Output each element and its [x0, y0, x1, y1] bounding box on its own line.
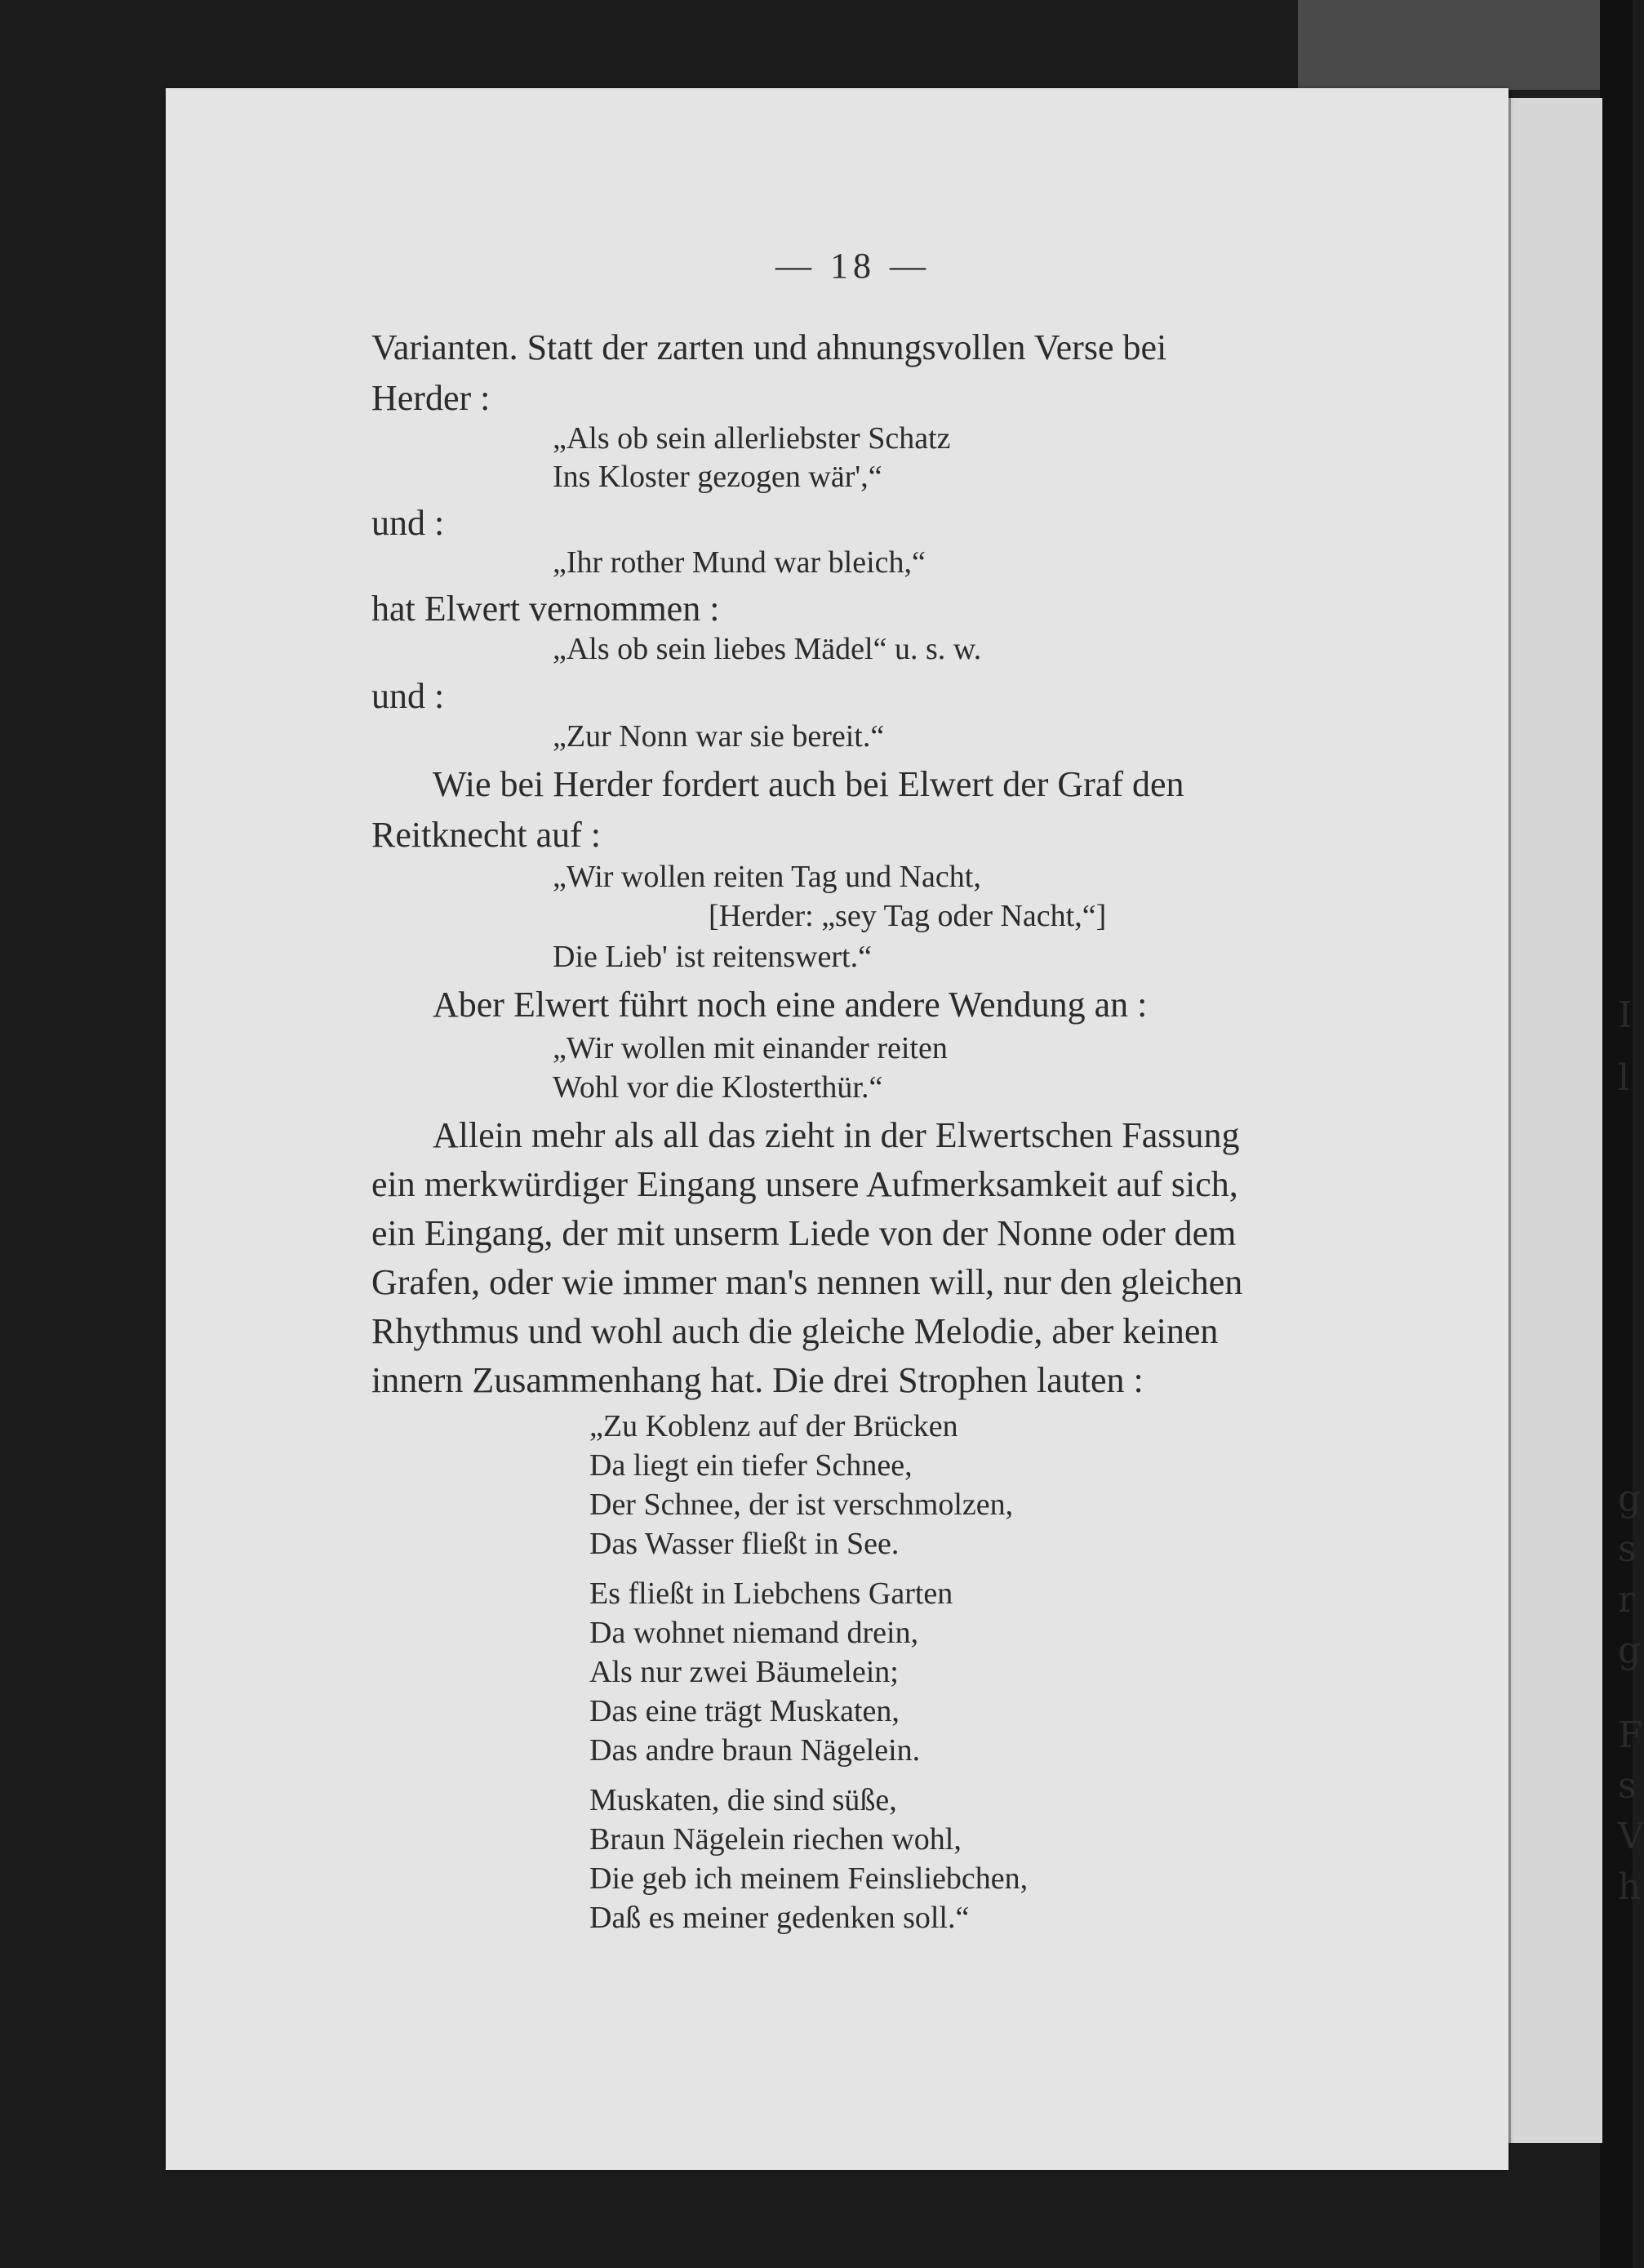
quote-line: Wohl vor die Klosterthür.“ — [553, 1070, 883, 1105]
poem-line: Daß es meiner gedenken soll.“ — [589, 1901, 970, 1935]
adjacent-page-fragment: s — [1618, 1765, 1637, 1807]
adjacent-page-fragment: g — [1618, 1478, 1642, 1519]
adjacent-page-fragment: r — [1618, 1579, 1636, 1621]
page-number: — 18 — — [775, 246, 931, 286]
quote-line: „Als ob sein allerliebster Schatz — [553, 421, 951, 456]
quote-line: „Ihr rother Mund war bleich,“ — [553, 545, 926, 580]
poem-line: Die geb ich meinem Feinsliebchen, — [589, 1861, 1029, 1896]
poem-line: Braun Nägelein riechen wohl, — [589, 1822, 962, 1857]
adjacent-page-fragment: V — [1618, 1816, 1644, 1857]
text-line: ein merkwürdiger Eingang unsere Aufmerksamkeit auf sich, — [371, 1164, 1238, 1204]
text-line: Varianten. Statt der zarten und ahnungsvollen Verse bei — [371, 327, 1167, 367]
quote-line: Ins Kloster gezogen wär',“ — [553, 460, 882, 494]
poem-line: Da wohnet niemand drein, — [589, 1616, 919, 1650]
adjacent-page-fragment: I — [1618, 994, 1633, 1036]
adjacent-page-fragment: l — [1618, 1057, 1630, 1099]
quote-line: Die Lieb' ist reitenswert.“ — [553, 940, 872, 974]
adjacent-page-fragment: F — [1618, 1714, 1643, 1756]
poem-line: Es fließt in Liebchens Garten — [589, 1576, 953, 1611]
text-line: Grafen, oder wie immer man's nennen will, nur den gleichen — [371, 1262, 1243, 1302]
text-line: innern Zusammenhang hat. Die drei Strophen lauten : — [371, 1360, 1144, 1400]
background-right-strip — [1600, 0, 1636, 2268]
text-line: Rhythmus und wohl auch die gleiche Melodie, aber keinen — [371, 1311, 1219, 1351]
text-line: Wie bei Herder fordert auch bei Elwert der Graf den — [433, 764, 1184, 804]
adjacent-page-fragment: h — [1618, 1866, 1642, 1908]
poem-line: Als nur zwei Bäumelein; — [589, 1655, 899, 1689]
poem-line: Das eine trägt Muskaten, — [589, 1694, 900, 1728]
poem-line: Das Wasser fließt in See. — [589, 1527, 900, 1561]
text-line: Allein mehr als all das zieht in der Elwertschen Fassung — [433, 1115, 1240, 1155]
text-line: hat Elwert vernommen : — [371, 589, 720, 629]
poem-line: Der Schnee, der ist verschmolzen, — [589, 1488, 1014, 1522]
quote-line: „Zur Nonn war sie bereit.“ — [553, 719, 885, 754]
quote-line: „Wir wollen mit einander reiten — [553, 1031, 948, 1065]
text-line: und : — [371, 503, 445, 543]
quote-line: [Herder: „sey Tag oder Nacht,“] — [709, 899, 1107, 933]
text-line: ein Eingang, der mit unserm Liede von der Nonne oder dem — [371, 1213, 1237, 1253]
poem-line: Da liegt ein tiefer Schnee, — [589, 1448, 913, 1483]
adjacent-page-fragment: s — [1618, 1528, 1637, 1570]
adjacent-page-fragment: g — [1618, 1630, 1642, 1671]
text-line: und : — [371, 676, 445, 716]
poem-line: Das andre braun Nägelein. — [589, 1733, 921, 1768]
quote-line: „Als ob sein liebes Mädel“ u. s. w. — [553, 632, 982, 666]
adjacent-page-edge — [1508, 98, 1602, 2143]
quote-line: „Wir wollen reiten Tag und Nacht, — [553, 860, 981, 894]
text-line: Herder : — [371, 378, 491, 418]
poem-line: Muskaten, die sind süße, — [589, 1783, 897, 1817]
text-line: Reitknecht auf : — [371, 815, 602, 855]
background-top-strip — [1298, 0, 1633, 90]
poem-line: „Zu Koblenz auf der Brücken — [589, 1409, 958, 1443]
text-line: Aber Elwert führt noch eine andere Wendung an : — [433, 985, 1148, 1025]
